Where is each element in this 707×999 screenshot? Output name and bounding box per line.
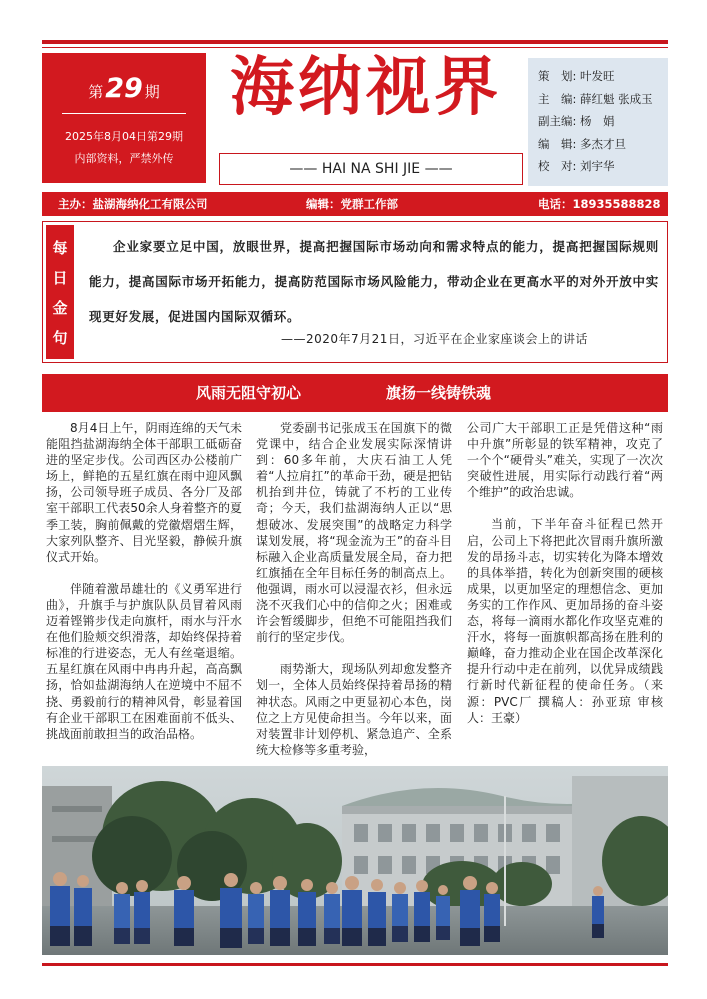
article-column-2: [256, 420, 452, 758]
article-paragraph: 党委副书记张成玉在国旗下的微党课中，结合企业发展实际深情讲到：60多年前，大庆石油工人凭着“人拉肩扛”的革命干劲，硬是把钻机抬到井位，铸就了不朽的工业传奇；今天，我们盐湖海纳人正以“思想破冰、发展突围”的战略定力科学谋划发展，将“现金流为王”的奋斗目标融入企业高质量发展全局，奋力把红旗插在全年目标任务的制高点上。他强调，雨水可以浸湿衣衫，但永远浇不灭我们心中的信仰之火；困难或许会暂缓脚步，但绝不可能阻挡我们前行的坚定步伐。: [256, 421, 452, 645]
article-paragraph: 伴随着激昂雄壮的《义勇军进行曲》，升旗手与护旗队队员冒着风雨迈着铿锵步伐走向旗杆，雨水与汗水在他们脸颊交织滑落，却始终保持着标准的行进姿态，无人有丝毫退缩。五星红旗在风雨中冉冉升起，高高飘扬，恰如盐湖海纳人在逆境中不屈不挠、勇毅前行的精神风骨，彰显着国有企业干部职工在困难面前不低头、挑战面前敢担当的政治品格。: [46, 581, 242, 741]
issue-date: 2025年8月04日第29期: [65, 130, 183, 143]
daily-quote-box: [42, 221, 668, 363]
article-paragraph: 8月4日上午，阴雨连绵的天气未能阻挡盐湖海纳全体干部职工砥砺奋进的坚定步伐。公司西区办公楼前广场上，鲜艳的五星红旗在雨中迎风飘扬，公司领导班子成员、各分厂及部室干部职工代表50余人身着整齐的夏季工装，胸前佩戴的党徽熠熠生辉，大家列队整齐、目光坚毅，静候升旗仪式开始。: [46, 421, 242, 564]
staff-chief-editor: 主 编: 薛红魁 张成玉: [538, 92, 653, 106]
quote-tag-char: 每: [52, 239, 68, 257]
internal-note: 内部资料，严禁外传: [74, 152, 174, 165]
staff-planner: 策 划: 叶发旺: [538, 69, 615, 83]
staff-editor: 编 辑: 多杰才旦: [538, 137, 627, 151]
flag-ceremony-photo: [42, 766, 668, 955]
issue-number: 第29 期: [88, 73, 160, 104]
daily-quote-tag: [46, 225, 74, 359]
info-bar: [42, 192, 668, 216]
photo-illustration: [42, 766, 668, 955]
newspaper-title: 海纳视界: [230, 51, 502, 125]
contact-phone: 电话：18935588828: [538, 197, 661, 211]
article-column-3: [467, 420, 663, 726]
issue-box: [42, 53, 206, 183]
quote-tag-char: 金: [52, 299, 68, 317]
article-paragraph: 公司广大干部职工正是凭借这种“雨中升旗”所彰显的铁军精神，攻克了一个个“硬骨头”难关，实现了一次次突破性进展，用实际行动践行着“两个维护”的政治忠诚。: [467, 421, 663, 500]
newspaper-subtitle: —— HAI NA SHI JIE ——: [289, 161, 453, 177]
bottom-rule: [42, 963, 668, 966]
staff-box: [528, 58, 668, 186]
quote-tag-char: 日: [52, 269, 68, 287]
headline-bar: [42, 374, 668, 412]
top-rule: [42, 40, 668, 44]
issue-divider: [62, 113, 186, 114]
editing-department: 编辑：党群工作部: [306, 197, 398, 211]
subtitle-box: [219, 153, 523, 185]
headline-part-2: 旗扬一线铸铁魂: [386, 384, 492, 402]
staff-deputy-editor: 副主编: 杨 娟: [538, 114, 615, 128]
staff-proofreader: 校 对: 刘宇华: [538, 159, 615, 173]
host-organization: 主办：盐湖海纳化工有限公司: [58, 197, 208, 211]
quote-source: ——2020年7月21日，习近平在企业家座谈会上的讲话: [281, 332, 588, 346]
article-paragraph: 雨势渐大，现场队列却愈发整齐划一，全体人员始终保持着昂扬的精神状态。风雨之中更显初心本色，岗位之上方见使命担当。今年以来，面对装置非计划停机、紧急追产、全系统大检修等多重考验，: [256, 662, 452, 757]
article-column-1: [46, 420, 242, 742]
quote-text: 企业家要立足中国，放眼世界，提高把握国际市场动向和需求特点的能力，提高把握国际规则能力，提高国际市场开拓能力，提高防范国际市场风险能力，带动企业在更高水平的对外开放中实现更好发展，促进国内国际双循环。: [89, 239, 659, 324]
headline-part-1: 风雨无阻守初心: [196, 384, 302, 402]
quote-tag-char: 句: [52, 329, 68, 347]
article-paragraph: 当前，下半年奋斗征程已然开启，公司上下将把此次冒雨升旗所激发的昂扬斗志，切实转化为降本增效的具体举措，转化为创新突围的硬核成果，以更加坚定的理想信念、更加务实的工作作风、更加昂扬的奋斗姿态，将每一滴雨水都化作攻坚克难的汗水，将每一面旗帜都高扬在胜利的巅峰，奋力推动企业在国企改革深化提升行动中走在前列，以优异成绩践行新时代新征程的使命任务。（来源：PVC厂 撰稿人：孙亚琼 审核人：王豪）: [467, 517, 663, 725]
